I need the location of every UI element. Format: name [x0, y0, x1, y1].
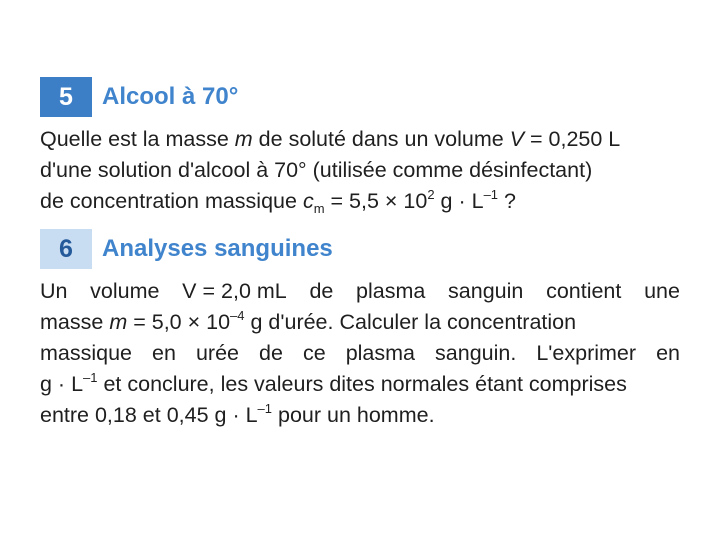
exercise-5-title: Alcool à 70° — [102, 83, 239, 110]
exercise-6-title: Analyses sanguines — [102, 235, 333, 262]
exercise-6-statement — [40, 276, 680, 431]
exercise-5-line-1: Quelle est la masse m de soluté dans un volume V = 0,250 L — [40, 127, 621, 151]
exercise-6-line-1: Un volume V = 2,0 mL de plasma sanguin contient une — [40, 279, 680, 303]
exercise-6-header — [40, 228, 680, 270]
exercise-5-line-2: d'une solution d'alcool à 70° (utilisée comme désinfectant) — [40, 158, 593, 182]
exercise-6-line-5: entre 0,18 et 0,45 $g \cdot L^{-1}$ pour un homme. — [40, 401, 435, 427]
exercise-6 — [40, 228, 680, 431]
exercise-5 — [40, 76, 680, 217]
exercise-6-line-4: $g \cdot L^{-1}$ et conclure, les valeurs dites normales étant comprises — [40, 370, 627, 396]
exercise-6-line-2: masse $m = 5,0 \times 10^{-4}$ g d'urée. Calculer la concentration — [40, 308, 577, 334]
exercise-5-line-3: de concentration massique $c_m = 5,5 \times 10^2$ $g \cdot L^{-1}$ ? — [40, 187, 516, 216]
exercise-5-statement — [40, 124, 680, 217]
exercise-5-number-badge: 5 — [40, 77, 92, 117]
exercise-5-header — [40, 76, 680, 118]
exercise-6-number-badge: 6 — [40, 229, 92, 269]
exercise-6-line-3: massique en urée de ce plasma sanguin. L'exprimer en — [40, 341, 680, 365]
